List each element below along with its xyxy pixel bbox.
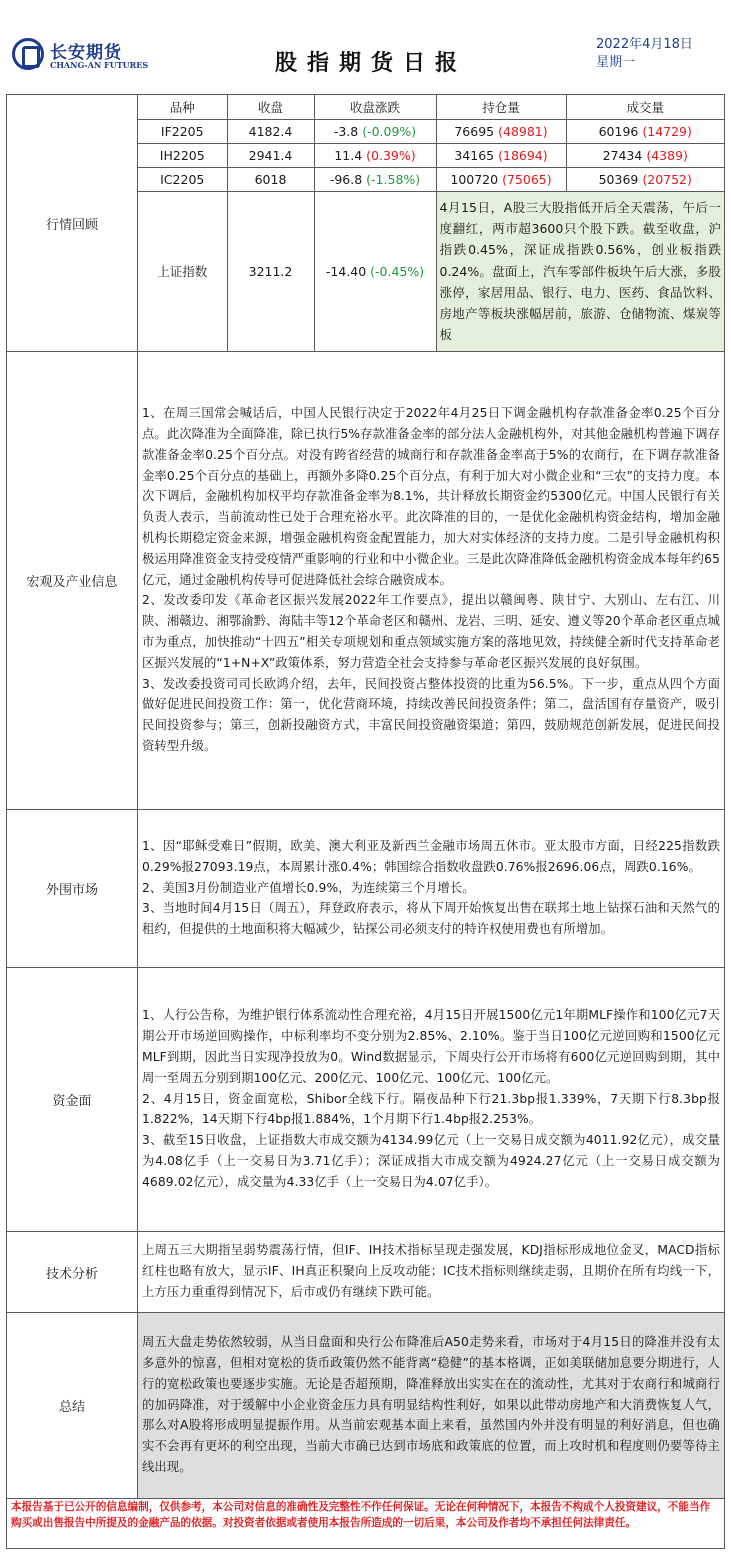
volume-change: (4389) bbox=[646, 147, 688, 163]
market-news: 4月15日，A股三大股指低开后全天震荡，午后一度翻红，两市超3600只个股下跌。截至收盘，沪指跌0.45%，深证成指跌0.56%，创业板指跌0.24%。盘面上，汽车零部件板块午后大涨，多股涨停，家居用品、银行、电力、医药、食品饮料、房地产等板块涨幅居前，旅游、仓储物流、煤炭等板 bbox=[436, 191, 724, 351]
volume-cell bbox=[566, 167, 724, 191]
company-logo bbox=[12, 36, 149, 76]
header-change: 收盘涨跌 bbox=[314, 95, 436, 119]
overseas-content bbox=[138, 810, 725, 968]
disclaimer: 本报告基于已公开的信息编制，仅供参考，本公司对信息的准确性及完整性不作任何保证。无论在何种情况下，本报告不构成个人投资建议，不能当作购买或出售报告中所提及的金融产品的依据。对投资者依据或者使用本报告所造成的一切后果，本公司及作者均不承担任何法律责任。 bbox=[6, 1497, 725, 1549]
summary-content bbox=[138, 1313, 725, 1499]
overseas-label: 外围市场 bbox=[7, 810, 138, 968]
oi-change: (75065) bbox=[502, 171, 552, 187]
summary-paragraph: 周五大盘走势依然较弱，从当日盘面和央行公布降准后A50走势来看，市场对于4月15日的降准并没有太多意外的惊喜，但相对宽松的货币政策仍然不能背离“稳健”的基本格调，正如美联储加息要分期进行，人行的宽松政策也要逐步实施。无论是否超预期，降准释放出实实在在的流动性，尤其对于农商行和城商行的加码降准，对于缓解中小企业资金压力具有明显结构性利好，如果以此带动房地产和大消费恢复人气，那么对A股将形成明显提振作用。从当前宏观基本面上来看，虽然国内外并没有明显的利好消息，但也确实不会再有更坏的利空出现，当前大市确已达到市场底和政策底的位置，而上攻时机和程度则仍要等待主线出现。 bbox=[142, 1335, 720, 1474]
report-date: 2022年4月18日 bbox=[596, 37, 693, 52]
index-close: 3211.2 bbox=[227, 191, 314, 351]
technical-content bbox=[138, 1232, 725, 1313]
funds-label: 资金面 bbox=[7, 968, 138, 1232]
funds-paragraph-2: 2、4月15日，资金面宽松，Shibor全线下行。隔夜品种下行21.3bp报1.339%，7天期下行8.3bp报1.822%，14天期下行4bp报1.884%，1个月期下行1.4bp报2.253%。 bbox=[142, 1091, 720, 1127]
volume-cell bbox=[566, 143, 724, 167]
close-value: 2941.4 bbox=[227, 143, 314, 167]
funds-paragraph-3: 3、截至15日收盘，上证指数大市成交额为4134.99亿元（上一交易日成交额为4011.92亿元），成交量为4.08亿手（上一交易日为3.71亿手）；深证成指大市成交额为4924.27亿元（上一交易日成交额为4689.02亿元），成交量为4.33亿手（上一交易日为4.07亿手）。 bbox=[142, 1133, 720, 1189]
report-title: 股指期货日报 bbox=[274, 51, 467, 76]
oi-change: (48981) bbox=[498, 123, 548, 139]
logo-emblem-icon bbox=[12, 38, 44, 70]
funds-content bbox=[138, 968, 725, 1232]
change-value: -3.8 bbox=[333, 123, 359, 139]
oi-value: 34165 bbox=[454, 147, 495, 163]
oi-value: 76695 bbox=[454, 123, 495, 139]
index-change-pct: (-0.45%) bbox=[370, 263, 425, 279]
close-value: 4182.4 bbox=[227, 119, 314, 143]
index-change-cell bbox=[314, 191, 436, 351]
macro-label: 宏观及产业信息 bbox=[7, 352, 138, 810]
header-open-interest: 持仓量 bbox=[436, 95, 566, 119]
volume-value: 27434 bbox=[602, 147, 643, 163]
report-date-block bbox=[596, 36, 693, 72]
report-weekday: 星期一 bbox=[596, 55, 636, 70]
oi-cell bbox=[436, 167, 566, 191]
quote-row-ic bbox=[138, 167, 724, 191]
volume-cell bbox=[566, 119, 724, 143]
market-content bbox=[138, 95, 725, 352]
overseas-paragraph-3: 3、当地时间4月15日（周五），拜登政府表示，将从下周开始恢复出售在联邦土地上钻探石油和天然气的租约，但提供的土地面积将大幅减少，钻探公司必须支付的特许权使用费也有所增加。 bbox=[142, 901, 720, 937]
header-product: 品种 bbox=[138, 95, 227, 119]
volume-value: 60196 bbox=[598, 123, 639, 139]
funds-paragraph-1: 1、人行公告称，为维护银行体系流动性合理充裕，4月15日开展1500亿元1年期MLF操作和100亿元7天期公开市场逆回购操作，中标利率均不变分别为2.85%、2.10%。鉴于当日100亿元逆回购和1500亿元MLF到期，因此当日实现净投放为0。Wind数据显示，下周央行公开市场将有600亿元逆回购到期，其中周一至周五分别到期100亿元、200亿元、100亿元、100亿元、100亿元。 bbox=[142, 1008, 720, 1085]
macro-paragraph-3: 3、发改委投资司司长欧鸿介绍，去年，民间投资占整体投资的比重为56.5%。下一步，重点从四个方面做好促进民间投资工作：第一，优化营商环境，持续改善民间投资条件；第二，盘活国有存量资产，吸引民间投资参与；第三，创新投融资方式，丰富民间投资融资渠道；第四，鼓励规范创新发展，促进民间投资转型升级。 bbox=[142, 676, 720, 753]
change-cell bbox=[314, 143, 436, 167]
quotes-table bbox=[138, 95, 724, 351]
macro-section bbox=[7, 352, 725, 810]
index-row bbox=[138, 191, 724, 351]
market-label: 行情回顾 bbox=[7, 95, 138, 352]
volume-change: (14729) bbox=[642, 123, 692, 139]
change-cell bbox=[314, 167, 436, 191]
funds-section bbox=[7, 968, 725, 1232]
overseas-section bbox=[7, 810, 725, 968]
index-name: 上证指数 bbox=[138, 191, 227, 351]
change-pct: (0.39%) bbox=[366, 147, 416, 163]
logo-name-cn: 长安期货 bbox=[50, 43, 122, 63]
technical-paragraph: 上周五三大期指呈弱势震荡行情，但IF、IH技术指标呈现走强发展，KDJ指标形成地位金叉，MACD指标红柱也略有放大，显示IF、IH真正积聚向上反攻动能；IC技术指标则继续走弱，且期价在所有均线一下，上方压力重重得到情况下，后市或仍有继续下跌可能。 bbox=[142, 1243, 720, 1299]
change-value: 11.4 bbox=[334, 147, 363, 163]
oi-cell bbox=[436, 119, 566, 143]
logo-name-en: CHANG-AN FUTURES bbox=[50, 60, 149, 70]
oi-change: (18694) bbox=[498, 147, 548, 163]
header-close: 收盘 bbox=[227, 95, 314, 119]
product-name: IF2205 bbox=[138, 119, 227, 143]
product-name: IH2205 bbox=[138, 143, 227, 167]
header-volume: 成交量 bbox=[566, 95, 724, 119]
market-section bbox=[7, 95, 725, 352]
summary-section bbox=[7, 1313, 725, 1499]
quote-row-if bbox=[138, 119, 724, 143]
product-name: IC2205 bbox=[138, 167, 227, 191]
oi-cell bbox=[436, 143, 566, 167]
report-header bbox=[6, 6, 725, 93]
index-change: -14.40 bbox=[325, 263, 367, 279]
overseas-paragraph-2: 2、美国3月份制造业产值增长0.9%，为连续第三个月增长。 bbox=[142, 880, 475, 895]
volume-change: (20752) bbox=[642, 171, 692, 187]
change-value: -96.8 bbox=[329, 171, 363, 187]
change-pct: (-1.58%) bbox=[366, 171, 421, 187]
quotes-header-row bbox=[138, 95, 724, 119]
summary-label: 总结 bbox=[7, 1313, 138, 1499]
technical-section bbox=[7, 1232, 725, 1313]
overseas-paragraph-1: 1、因“耶稣受难日”假期，欧美、澳大利亚及新西兰金融市场周五休市。亚太股市方面，日经225指数跌0.29%报27093.19点，本周累计涨0.4%；韩国综合指数收盘跌0.76%报2696.06点，周跌0.16%。 bbox=[142, 839, 720, 874]
quote-row-ih bbox=[138, 143, 724, 167]
change-cell bbox=[314, 119, 436, 143]
oi-value: 100720 bbox=[450, 171, 499, 187]
macro-content bbox=[138, 352, 725, 810]
macro-paragraph-2: 2、发改委印发《革命老区振兴发展2022年工作要点》，提出以赣闽粤、陕甘宁、大别山、左右江、川陕、湘赣边、湘鄂渝黔、海陆丰等12个革命老区和赣州、龙岩、三明、延安、遵义等20个革命老区重点城市为重点，加快推动“十四五”相关专项规划和重点领域实施方案的落地见效，持续健全新时代支持革命老区振兴发展的“1+N+X”政策体系，努力营造全社会支持参与革命老区振兴发展的良好氛围。 bbox=[142, 593, 720, 670]
report-table bbox=[6, 94, 725, 1499]
volume-value: 50369 bbox=[598, 171, 639, 187]
change-pct: (-0.09%) bbox=[362, 123, 417, 139]
close-value: 6018 bbox=[227, 167, 314, 191]
technical-label: 技术分析 bbox=[7, 1232, 138, 1313]
macro-paragraph-1: 1、在周三国常会喊话后，中国人民银行决定于2022年4月25日下调金融机构存款准备金率0.25个百分点。此次降准为全面降准，除已执行5%存款准备金率的部分法人金融机构外，对其他金融机构普遍下调存款准备金率0.25个百分点。对没有跨省经营的城商行和存款准备金率高于5%的农商行，在下调存款准备金率0.25个百分点的基础上，再额外多降0.25个百分点，有利于加大对小微企业和“三农”的支持力度。本次下调后，金融机构加权平均存款准备金率为8.1%，共计释放长期资金约5300亿元。中国人民银行有关负责人表示，当前流动性已处于合理充裕水平。此次降准的目的，一是优化金融机构资金结构，增加金融机构长期稳定资金来源，增强金融机构资金配置能力，加大对实体经济的支持力度。二是引导金融机构积极运用降准资金支持受疫情严重影响的行业和中小微企业。三是此次降准降低金融机构资金成本每年约65亿元，通过金融机构传导可促进降低社会综合融资成本。 bbox=[142, 406, 720, 587]
